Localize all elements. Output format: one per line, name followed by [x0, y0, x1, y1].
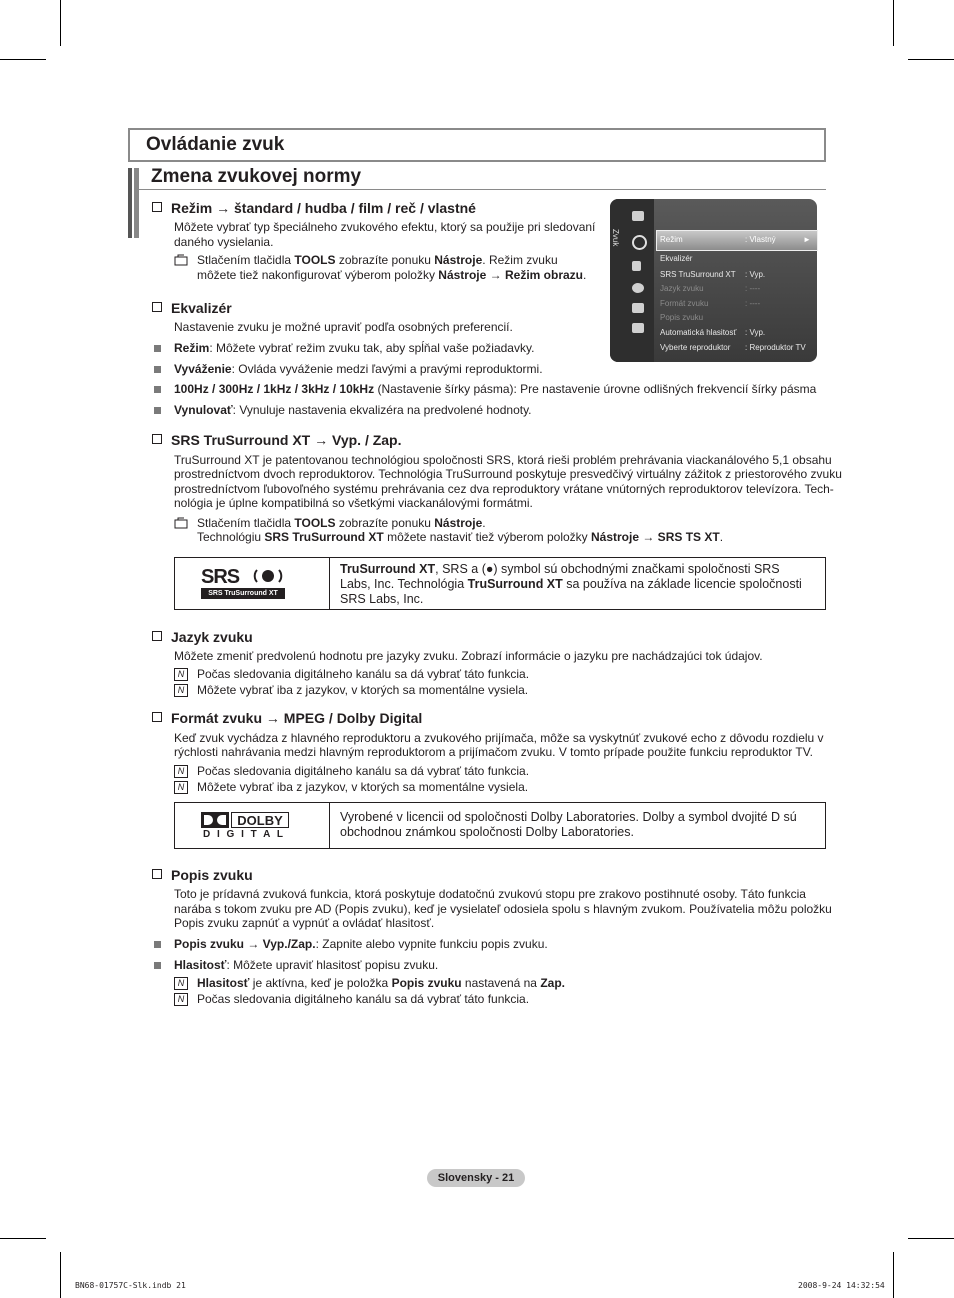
- crop-mark: [908, 59, 954, 60]
- page-number: Slovensky - 21: [427, 1169, 525, 1187]
- rezim-text-2: daného vysielania.: [174, 235, 274, 249]
- rezim-note-1: Stlačením tlačidla TOOLS zobrazíte ponuku Nástroje. Režim zvuku: [197, 253, 558, 267]
- checkbox-icon: [152, 434, 162, 444]
- input-icon: [632, 303, 644, 313]
- crop-mark: [60, 1252, 61, 1298]
- popis-note-2: Počas sledovania digitálneho kanálu sa dá vybrať táto funkcia.: [197, 992, 530, 1006]
- dolby-logo: DOLBY: [231, 812, 289, 828]
- subtitle-rule: [139, 189, 826, 190]
- ekvalizer-bullet-3: 100Hz / 300Hz / 1kHz / 3kHz / 10kHz (Nastavenie šírky pásma): Pre nastavenie úrovne odlišných frekvencií šírky pásma: [174, 382, 817, 396]
- crop-mark: [908, 1238, 954, 1239]
- menu-row-format: Formát zvuku : ----: [660, 299, 761, 308]
- checkbox-icon: [152, 202, 162, 212]
- format-text-1: Keď zvuk vychádza z hlavného reproduktoru a zvukového prijímača, môže sa vyskytnúť zvukové echo z dôvodu rozdielu v: [174, 731, 824, 745]
- footer-file: BN68-01757C-Slk.indb 21: [75, 1281, 186, 1290]
- srs-box-line-3: SRS Labs, Inc.: [340, 592, 424, 606]
- popis-text-3: Popis zvuku zapnúť a vypnúť a ovládať hlasitosť.: [174, 916, 435, 930]
- note-icon: N: [174, 993, 188, 1006]
- jazyk-heading: Jazyk zvuku: [152, 629, 253, 645]
- ekvalizer-heading: Ekvalizér: [152, 300, 232, 316]
- ekvalizer-bullet-2: Vyváženie: Ovláda vyváženie medzi ľavými a pravými reproduktormi.: [174, 362, 543, 376]
- tools-icon: [174, 254, 188, 266]
- menu-sidebar: [610, 199, 654, 362]
- note-icon: N: [174, 781, 188, 794]
- tools-icon: [174, 517, 188, 529]
- popis-heading: Popis zvuku: [152, 867, 253, 883]
- menu-row-rezim[interactable]: Režim : Vlastný ►: [656, 233, 816, 247]
- checkbox-icon: [152, 631, 162, 641]
- menu-row-popis: Popis zvuku: [660, 313, 704, 322]
- menu-row-srs[interactable]: SRS TruSurround XT : Vyp.: [660, 270, 766, 279]
- checkbox-icon: [152, 302, 162, 312]
- srs-logo: SRS: [201, 566, 240, 588]
- jazyk-text: Môžete zmeniť predvolenú hodnotu pre jazyky zvuku. Zobrazí informácie o jazyku pre nachádzajúci tok údajov.: [174, 649, 763, 663]
- srs-info-box: [174, 557, 826, 610]
- srs-note-2: Technológiu SRS TruSurround XT môžete nastaviť tiež výberom položky Nástroje → SRS TS XT.: [197, 530, 724, 544]
- subtitle: Zmena zvukovej normy: [151, 166, 362, 187]
- note-icon: N: [174, 668, 188, 681]
- format-note-2: Môžete vybrať iba z jazykov, v ktorých sa momentálne vysiela.: [197, 780, 529, 794]
- bullet-icon: [154, 345, 161, 352]
- srs-circle-icon: [251, 568, 285, 584]
- sound-icon[interactable]: [632, 235, 647, 250]
- ekvalizer-text: Nastavenie zvuku je možné upraviť podľa osobných preferencií.: [174, 320, 513, 334]
- popis-bullet-1: Popis zvuku → Vyp./Zap.: Zapnite alebo vypnite funkciu popis zvuku.: [174, 937, 548, 951]
- crop-mark: [60, 0, 61, 46]
- menu-list: [656, 230, 816, 358]
- srs-box-line-1: TruSurround XT, SRS a (●) symbol sú obchodnými značkami spoločnosti SRS: [340, 562, 780, 576]
- srs-logo-cell: [175, 558, 330, 609]
- srs-heading: SRS TruSurround XT → Vyp. / Zap.: [152, 432, 402, 448]
- section-title-box: [128, 128, 826, 162]
- srs-note-1: Stlačením tlačidla TOOLS zobrazíte ponuku Nástroje.: [197, 516, 486, 530]
- note-icon: N: [174, 684, 188, 697]
- menu-row-ekvalizer[interactable]: Ekvalizér: [660, 254, 693, 263]
- setup-icon: [632, 283, 644, 293]
- srs-box-line-2: Labs, Inc. Technológia TruSurround XT sa používa na základe licencie spoločnosti: [340, 577, 802, 591]
- left-bar-2: [134, 168, 139, 238]
- dolby-info-box: [174, 802, 826, 849]
- crop-mark: [893, 1252, 894, 1298]
- srs-logo-sub: SRS TruSurround XT: [201, 588, 285, 599]
- note-icon: N: [174, 765, 188, 778]
- bullet-icon: [154, 962, 161, 969]
- srs-inline-icon: (●): [481, 562, 498, 576]
- rezim-heading: Režim → štandard / hudba / film / reč / vlastné: [152, 200, 476, 216]
- popis-text-1: Toto je prídavná zvuková funkcia, ktorá poskytuje dodatočnú zvukovú stopu pre zrakovo postihnuté osoby. Táto funkcia: [174, 887, 806, 901]
- crop-mark: [0, 1238, 46, 1239]
- format-note-1: Počas sledovania digitálneho kanálu sa dá vybrať táto funkcia.: [197, 764, 530, 778]
- ekvalizer-bullet-1: Režim: Môžete vybrať režim zvuku tak, aby spĺňal vaše požiadavky.: [174, 341, 535, 355]
- popis-bullet-2: Hlasitosť: Môžete upraviť hlasitosť popisu zvuku.: [174, 958, 439, 972]
- checkbox-icon: [152, 869, 162, 879]
- popis-note-1: Hlasitosť je aktívna, keď je položka Popis zvuku nastavená na Zap.: [197, 976, 565, 990]
- rezim-note-2: môžete tiež nakonfigurovať výberom položky Nástroje → Režim obrazu.: [197, 268, 587, 282]
- double-d-icon: [201, 812, 229, 828]
- jazyk-note-2: Môžete vybrať iba z jazykov, v ktorých sa momentálne vysiela.: [197, 683, 529, 697]
- dolby-box-line-1: Vyrobené v licencii od spoločnosti Dolby Laboratories. Dolby a symbol dvojité D sú: [340, 810, 797, 824]
- crop-mark: [893, 0, 894, 46]
- crop-mark: [0, 59, 46, 60]
- srs-text-3: prostredníctvom ľubovoľného systému prehrávania cez dva reproduktory vrátane vnútorných reproduktorov televízora. Tech-: [174, 482, 834, 496]
- bullet-icon: [154, 386, 161, 393]
- bullet-icon: [154, 366, 161, 373]
- bullet-icon: [154, 941, 161, 948]
- menu-row-speaker[interactable]: Vyberte reproduktor : Reproduktor TV: [660, 343, 806, 352]
- arrow-right-icon: ►: [803, 235, 811, 244]
- channel-icon: [632, 261, 641, 271]
- note-icon: N: [174, 977, 188, 990]
- menu-row-auto-volume[interactable]: Automatická hlasitosť : Vyp.: [660, 328, 766, 337]
- left-bar: [128, 168, 132, 238]
- menu-row-jazyk: Jazyk zvuku : ----: [660, 284, 761, 293]
- jazyk-note-1: Počas sledovania digitálneho kanálu sa dá vybrať táto funkcia.: [197, 667, 530, 681]
- rezim-text-1: Môžete vybrať typ špeciálneho zvukového efektu, ktorý sa použije pri sledovaní: [174, 220, 596, 234]
- ekvalizer-bullet-4: Vynulovať: Vynuluje nastavenia ekvalizéra na predvolené hodnoty.: [174, 403, 532, 417]
- footer-date: 2008-9-24 14:32:54: [798, 1281, 885, 1290]
- menu-side-label: Zvuk: [611, 229, 620, 247]
- format-heading: Formát zvuku → MPEG / Dolby Digital: [152, 710, 422, 726]
- support-icon: [632, 323, 644, 333]
- dolby-logo-cell: [175, 803, 330, 848]
- srs-text-1: TruSurround XT je patentovanou technológiou spoločnosti SRS, ktorá rieši problém prehrávania viackanálového 5,1 obsahu: [174, 453, 832, 467]
- tv-menu-screenshot: [610, 199, 817, 362]
- srs-text-2: prostredníctvom dvoch reproduktorov. Technológia TruSurround poskytuje presvedčivý virtuálny zážitok z priestorového zvuku: [174, 467, 842, 481]
- popis-text-2: narába s tokom zvuku pre AD (Popis zvuku), keď je vysielateľ odosiela spolu s hlavným zvukom. Používatelia môžu položku: [174, 902, 832, 916]
- format-text-2: rýchlosti nahrávania medzi hlavným reproduktorom a prijímačom zvuku. V tomto prípade použite funkciu reproduktor TV.: [174, 745, 813, 759]
- section-title: Ovládanie zvuk: [146, 134, 285, 155]
- dolby-logo-sub: D I G I T A L: [203, 829, 285, 840]
- srs-text-4: nológia je úplne kompatibilná so všetkými viackanálovými formátmi.: [174, 496, 533, 510]
- picture-icon: [632, 211, 644, 221]
- dolby-box-line-2: obchodnou známkou spoločnosti Dolby Laboratories.: [340, 825, 634, 839]
- bullet-icon: [154, 407, 161, 414]
- checkbox-icon: [152, 712, 162, 722]
